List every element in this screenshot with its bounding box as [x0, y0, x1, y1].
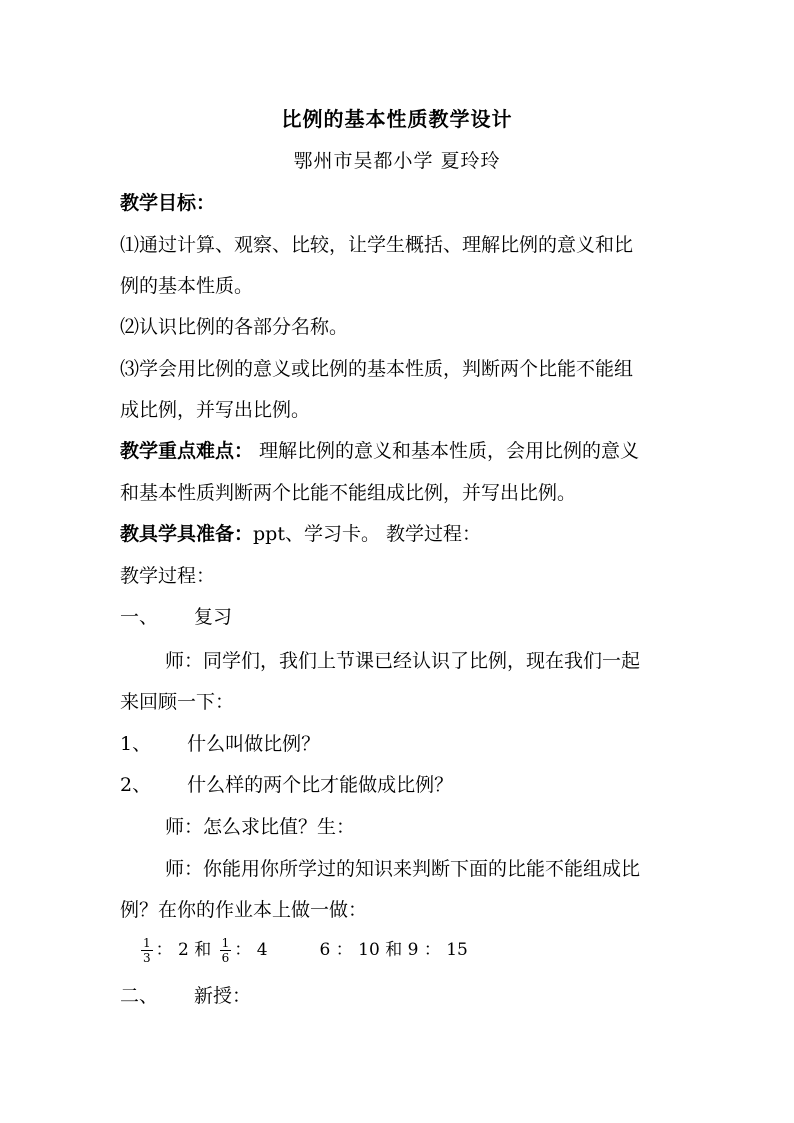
section-2-number: 二、 [120, 985, 159, 1007]
teacher-3-line1: 师：你能用你所学过的知识来判断下面的比能不能组成比 [165, 858, 641, 880]
math-part-1: ： 2 和 [155, 940, 212, 960]
fraction-one-sixth [220, 936, 232, 965]
materials-line [120, 521, 481, 547]
question-2-number: 2、 [120, 774, 152, 796]
fraction-one-third [141, 936, 153, 965]
fraction-2-numerator: 1 [221, 936, 230, 950]
objective-2: ⑵认识比例的各部分名称。 [120, 316, 349, 338]
objective-1-line1: ⑴通过计算、观察、比较，让学生概括、理解比例的意义和比 [120, 234, 634, 256]
objective-1-line2: 例的基本性质。 [120, 275, 254, 297]
teacher-3-line2: 例？在你的作业本上做一做： [120, 899, 368, 921]
section-1-heading [120, 604, 232, 630]
question-1-number: 1、 [120, 733, 152, 755]
fraction-1-denominator: 3 [143, 951, 151, 965]
key-points-line2: 和基本性质判断两个比能不能组成比例，并写出比例。 [120, 482, 577, 504]
fraction-1-numerator: 1 [143, 936, 151, 950]
teacher-2: 师：怎么求比值？生： [165, 816, 356, 838]
teacher-1-line2: 来回顾一下： [120, 691, 235, 713]
key-points-line1 [120, 438, 639, 464]
objective-3-line1: ⑶学会用比例的意义或比例的基本性质，判断两个比能不能组 [120, 358, 634, 380]
fraction-2-denominator: 6 [221, 951, 230, 965]
question-1-text: 什么叫做比例？ [187, 733, 321, 755]
objectives-heading: 教学目标： [120, 192, 216, 214]
question-2-text: 什么样的两个比才能做成比例？ [187, 774, 454, 796]
question-1 [120, 731, 320, 757]
math-expression [138, 934, 468, 966]
math-part-2: ： 4 [234, 940, 268, 960]
teacher-1-line1: 师：同学们，我们上节课已经认识了比例，现在我们一起 [165, 650, 641, 672]
materials-label: 教具学具准备： [120, 523, 254, 545]
section-2-heading [120, 983, 251, 1009]
document-title: 比例的基本性质教学设计 [281, 107, 513, 131]
materials-text: ppt、学习卡。 教学过程： [253, 523, 482, 545]
section-2-title: 新授： [194, 985, 252, 1007]
key-points-text: 理解比例的意义和基本性质，会用比例的意义 [253, 440, 640, 462]
question-2 [120, 772, 453, 798]
process-heading: 教学过程： [120, 565, 216, 587]
key-points-label: 教学重点难点： [120, 440, 254, 462]
section-1-title: 复习 [194, 606, 233, 628]
author-line: 鄂州市吴都小学 夏玲玲 [293, 150, 501, 172]
objective-3-line2: 成比例，并写出比例。 [120, 399, 311, 421]
math-part-3: 6 ： 10 和 9 ： 15 [319, 940, 468, 960]
section-1-number: 一、 [120, 606, 159, 628]
